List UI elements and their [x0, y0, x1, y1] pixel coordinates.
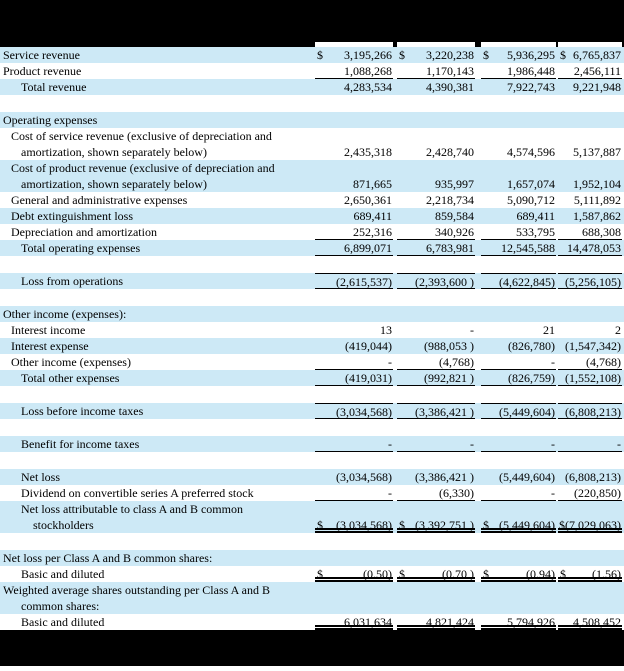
value-text: -: [551, 437, 555, 451]
row-label: Total revenue: [21, 80, 87, 94]
value-text: 689,411: [516, 209, 555, 223]
value-text: 4,821,424: [426, 615, 474, 629]
value-text: 2,218,734: [426, 193, 474, 207]
value-text: 871,665: [353, 177, 392, 191]
value-text: (7,029,063): [565, 518, 621, 532]
value-cell: [315, 598, 393, 614]
value-cell: [397, 614, 475, 630]
value-text: -: [551, 355, 555, 369]
value-cell: [558, 322, 622, 338]
value-cell: [558, 354, 622, 370]
value-cell: [315, 403, 393, 419]
value-text: (0.50): [363, 567, 392, 581]
statement-rows: [0, 47, 624, 630]
value-text: 1,952,104: [573, 177, 621, 191]
value-text: (5,449,604): [499, 518, 555, 532]
value-cell: [315, 517, 393, 533]
value-text: 689,411: [353, 209, 392, 223]
value-cell: [481, 550, 556, 566]
value-cell: [397, 240, 475, 256]
value-cell: [315, 224, 393, 240]
row-other-income-expenses-header: [0, 306, 624, 322]
value-cell: [397, 501, 475, 517]
value-cell: [397, 128, 475, 144]
value-text: (6,808,213): [565, 405, 621, 419]
column-notch: [558, 42, 622, 47]
value-cell: [397, 338, 475, 354]
currency-symbol: $: [399, 518, 405, 532]
row-label: Loss from operations: [21, 274, 123, 288]
value-cell: [315, 160, 393, 176]
value-text: 21: [543, 323, 555, 337]
row-benefit-for-income-taxes: [0, 436, 624, 452]
currency-symbol: $: [317, 518, 323, 532]
value-cell: [315, 63, 393, 79]
value-cell: [397, 192, 475, 208]
value-cell: [397, 273, 475, 289]
value-cell: [397, 306, 475, 322]
value-text: 1,587,862: [573, 209, 621, 223]
row-label: Basic and diluted: [21, 567, 105, 581]
value-text: 6,765,837: [573, 48, 621, 62]
value-text: (992,821 ): [424, 371, 474, 385]
value-cell: [315, 79, 393, 95]
row-other-income-expenses-item: [0, 354, 624, 370]
row-net-loss-attributable-line1: [0, 501, 624, 517]
value-cell: [315, 322, 393, 338]
value-cell: [315, 338, 393, 354]
row-label: Cost of product revenue (exclusive of depreciation and: [11, 161, 275, 175]
value-cell: [315, 240, 393, 256]
row-weighted-average-shares-line2: [0, 598, 624, 614]
value-text: (3,392,751 ): [415, 518, 474, 532]
value-text: (1,547,342): [565, 339, 621, 353]
value-cell: [481, 176, 556, 192]
value-cell: [481, 306, 556, 322]
value-cell: [481, 614, 556, 630]
value-cell: [558, 517, 622, 533]
value-cell: [397, 354, 475, 370]
row-label: Product revenue: [3, 64, 82, 78]
value-cell: [315, 128, 393, 144]
spacer-row: [0, 289, 624, 306]
value-cell: [315, 550, 393, 566]
value-cell: [481, 582, 556, 598]
row-total-other-expenses: [0, 370, 624, 386]
value-cell: [558, 550, 622, 566]
value-cell: [397, 566, 475, 582]
row-cost-of-service-revenue-line2: [0, 144, 624, 160]
value-text: -: [470, 437, 474, 451]
value-cell: [397, 176, 475, 192]
row-cost-of-product-revenue-line2: [0, 176, 624, 192]
value-text: 688,308: [582, 225, 621, 239]
value-text: 1,088,268: [344, 64, 392, 78]
value-text: 2: [615, 323, 621, 337]
row-interest-expense: [0, 338, 624, 354]
row-debt-extinguishment-loss: [0, 208, 624, 224]
row-label: Interest expense: [11, 339, 89, 353]
value-cell: [397, 485, 475, 501]
value-cell: [558, 224, 622, 240]
top-mask-band: [0, 0, 624, 47]
value-cell: [397, 79, 475, 95]
value-text: (1,552,108): [565, 371, 621, 385]
value-cell: [558, 501, 622, 517]
value-text: 4,574,596: [507, 145, 555, 159]
value-cell: [315, 566, 393, 582]
value-text: 6,783,981: [426, 241, 474, 255]
column-notch: [397, 42, 475, 47]
row-loss-before-income-taxes: [0, 403, 624, 419]
value-cell: [315, 112, 393, 128]
value-cell: [558, 485, 622, 501]
row-label: Cost of service revenue (exclusive of depreciation and: [11, 129, 272, 143]
value-cell: [481, 208, 556, 224]
value-text: (988,053 ): [424, 339, 474, 353]
value-cell: [481, 128, 556, 144]
value-cell: [397, 403, 475, 419]
row-label: common shares:: [21, 599, 100, 613]
currency-symbol: $: [399, 567, 405, 581]
value-cell: [397, 208, 475, 224]
value-text: 2,428,740: [426, 145, 474, 159]
value-text: 14,478,053: [567, 241, 621, 255]
value-cell: [558, 582, 622, 598]
value-cell: [315, 582, 393, 598]
value-cell: [315, 354, 393, 370]
value-cell: [397, 47, 475, 63]
spacer-row: [0, 452, 624, 469]
value-cell: [315, 614, 393, 630]
row-dividend-on-convertible-series-a-preferred-stock: [0, 485, 624, 501]
value-text: (0.70 ): [442, 567, 474, 581]
value-cell: [481, 224, 556, 240]
value-text: 4,283,534: [344, 80, 392, 94]
value-text: (826,780): [508, 339, 555, 353]
value-text: -: [551, 486, 555, 500]
value-cell: [481, 517, 556, 533]
value-text: 5,137,887: [573, 145, 621, 159]
row-cost-of-service-revenue-line1: [0, 128, 624, 144]
value-cell: [397, 598, 475, 614]
value-cell: [397, 582, 475, 598]
value-cell: [397, 550, 475, 566]
currency-symbol: $: [317, 48, 323, 62]
value-text: (5,449,604): [499, 470, 555, 484]
row-net-loss: [0, 469, 624, 485]
value-cell: [558, 144, 622, 160]
value-cell: [558, 176, 622, 192]
value-text: 2,435,318: [344, 145, 392, 159]
value-text: 13: [380, 323, 392, 337]
value-cell: [315, 501, 393, 517]
value-cell: [315, 485, 393, 501]
value-text: (419,031): [345, 371, 392, 385]
value-text: (4,768): [586, 355, 621, 369]
row-net-loss-attributable-line2: [0, 517, 624, 533]
value-cell: [397, 469, 475, 485]
spacer-row: [0, 95, 624, 112]
value-cell: [558, 469, 622, 485]
bottom-mask-band: [0, 630, 624, 666]
value-text: (4,622,845): [499, 275, 555, 289]
currency-symbol: $: [560, 567, 566, 581]
value-text: 340,926: [435, 225, 474, 239]
row-product-revenue: [0, 63, 624, 79]
value-cell: [481, 469, 556, 485]
row-label: Loss before income taxes: [21, 404, 144, 418]
value-text: -: [388, 486, 392, 500]
row-label: Net loss attributable to class A and B common: [21, 502, 243, 516]
row-total-revenue: [0, 79, 624, 95]
value-text: 5,936,295: [507, 48, 555, 62]
value-cell: [315, 273, 393, 289]
value-text: (2,615,537): [336, 275, 392, 289]
value-cell: [397, 370, 475, 386]
value-text: 6,899,071: [344, 241, 392, 255]
value-text: 6,031,634: [344, 615, 392, 629]
value-text: (3,386,421 ): [415, 470, 474, 484]
row-label: Other income (expenses):: [3, 307, 127, 321]
row-operating-expenses-header: [0, 112, 624, 128]
value-text: 1,657,074: [507, 177, 555, 191]
value-cell: [315, 192, 393, 208]
currency-symbol: $: [399, 48, 405, 62]
value-cell: [558, 192, 622, 208]
spacer-row: [0, 533, 624, 550]
row-label: Benefit for income taxes: [21, 437, 140, 451]
value-cell: [558, 566, 622, 582]
value-text: 935,997: [435, 177, 474, 191]
value-cell: [315, 306, 393, 322]
row-label: Dividend on convertible series A preferred stock: [21, 486, 254, 500]
value-cell: [481, 47, 556, 63]
spacer-row: [0, 256, 624, 273]
row-label: Other income (expenses): [11, 355, 131, 369]
value-cell: [315, 47, 393, 63]
value-text: (6,808,213): [565, 470, 621, 484]
value-text: -: [617, 437, 621, 451]
value-text: (4,768): [439, 355, 474, 369]
value-cell: [481, 79, 556, 95]
value-text: 2,650,361: [344, 193, 392, 207]
currency-symbol: $: [317, 567, 323, 581]
value-text: (3,034,568): [336, 518, 392, 532]
value-text: (826,759): [508, 371, 555, 385]
value-text: 12,545,588: [501, 241, 555, 255]
value-cell: [481, 485, 556, 501]
value-cell: [481, 501, 556, 517]
value-cell: [558, 598, 622, 614]
row-label: Depreciation and amortization: [11, 225, 157, 239]
value-text: (3,386,421 ): [415, 405, 474, 419]
row-net-loss-per-share-header: [0, 550, 624, 566]
currency-symbol: $: [483, 518, 489, 532]
row-label: amortization, shown separately below): [21, 177, 207, 191]
value-text: 4,508,452: [573, 615, 621, 629]
value-cell: [481, 436, 556, 452]
value-cell: [315, 176, 393, 192]
column-notch: [481, 42, 556, 47]
value-text: (5,256,105): [565, 275, 621, 289]
value-cell: [558, 306, 622, 322]
row-label: Net loss per Class A and B common shares:: [3, 551, 213, 565]
value-cell: [397, 224, 475, 240]
value-cell: [481, 338, 556, 354]
value-text: 7,922,743: [507, 80, 555, 94]
row-cost-of-product-revenue-line1: [0, 160, 624, 176]
value-cell: [558, 370, 622, 386]
value-text: (1.56): [592, 567, 621, 581]
value-text: -: [388, 437, 392, 451]
value-text: (2,393,600 ): [415, 275, 474, 289]
value-text: 1,986,448: [507, 64, 555, 78]
value-cell: [315, 144, 393, 160]
value-cell: [558, 112, 622, 128]
row-loss-from-operations: [0, 273, 624, 289]
value-cell: [397, 160, 475, 176]
value-cell: [481, 273, 556, 289]
row-label: Operating expenses: [3, 113, 98, 127]
row-weighted-average-basic-and-diluted: [0, 614, 624, 630]
value-text: (6,330): [439, 486, 474, 500]
value-cell: [481, 566, 556, 582]
row-label: Basic and diluted: [21, 615, 105, 629]
value-cell: [397, 63, 475, 79]
spacer-row: [0, 419, 624, 436]
value-cell: [397, 436, 475, 452]
row-label: Service revenue: [3, 48, 80, 62]
value-cell: [481, 598, 556, 614]
value-cell: [481, 354, 556, 370]
value-cell: [481, 240, 556, 256]
spacer-row: [0, 386, 624, 403]
row-label: Interest income: [11, 323, 86, 337]
value-cell: [558, 79, 622, 95]
value-cell: [558, 403, 622, 419]
row-label: amortization, shown separately below): [21, 145, 207, 159]
value-cell: [481, 322, 556, 338]
value-cell: [481, 63, 556, 79]
row-label: Net loss: [21, 470, 60, 484]
value-text: 533,795: [516, 225, 555, 239]
value-cell: [481, 160, 556, 176]
value-text: 4,390,381: [426, 80, 474, 94]
row-label: Weighted average shares outstanding per Class A and B: [3, 583, 270, 597]
value-text: (3,034,568): [336, 405, 392, 419]
value-cell: [558, 63, 622, 79]
value-cell: [315, 370, 393, 386]
row-general-and-administrative-expenses: [0, 192, 624, 208]
value-cell: [315, 208, 393, 224]
value-text: (220,850): [574, 486, 621, 500]
row-service-revenue: [0, 47, 624, 63]
value-text: -: [388, 355, 392, 369]
value-cell: [558, 208, 622, 224]
row-label: General and administrative expenses: [11, 193, 188, 207]
value-cell: [481, 112, 556, 128]
value-text: 5,111,892: [573, 193, 621, 207]
value-cell: [397, 322, 475, 338]
value-cell: [558, 273, 622, 289]
value-cell: [558, 614, 622, 630]
currency-symbol: $: [483, 567, 489, 581]
row-label: Total other expenses: [21, 371, 120, 385]
currency-symbol: $: [560, 48, 566, 62]
value-cell: [558, 338, 622, 354]
value-text: 3,220,238: [426, 48, 474, 62]
column-notch: [315, 42, 393, 47]
value-cell: [397, 144, 475, 160]
value-cell: [481, 370, 556, 386]
value-cell: [397, 112, 475, 128]
value-text: 5,794,926: [507, 615, 555, 629]
row-label: Debt extinguishment loss: [11, 209, 133, 223]
value-text: 3,195,266: [344, 48, 392, 62]
value-text: 9,221,948: [573, 80, 621, 94]
value-cell: [558, 128, 622, 144]
value-cell: [481, 192, 556, 208]
value-text: 859,584: [435, 209, 474, 223]
row-weighted-average-shares-line1: [0, 582, 624, 598]
value-text: (419,044): [345, 339, 392, 353]
value-text: 2,456,111: [573, 64, 621, 78]
value-text: 252,316: [353, 225, 392, 239]
currency-symbol: $: [483, 48, 489, 62]
value-cell: [481, 144, 556, 160]
value-text: 1,170,143: [426, 64, 474, 78]
row-net-loss-per-share-basic-and-diluted: [0, 566, 624, 582]
row-depreciation-and-amortization: [0, 224, 624, 240]
value-text: -: [470, 323, 474, 337]
value-text: 5,090,712: [507, 193, 555, 207]
value-text: (0.94): [526, 567, 555, 581]
row-label: Total operating expenses: [21, 241, 141, 255]
currency-symbol: $: [559, 518, 565, 532]
row-label: stockholders: [33, 518, 94, 532]
value-cell: [558, 436, 622, 452]
value-cell: [481, 403, 556, 419]
value-cell: [315, 469, 393, 485]
value-cell: [558, 47, 622, 63]
row-total-operating-expenses: [0, 240, 624, 256]
value-cell: [558, 160, 622, 176]
value-cell: [397, 517, 475, 533]
value-text: (3,034,568): [336, 470, 392, 484]
value-text: (5,449,604): [499, 405, 555, 419]
value-cell: [558, 240, 622, 256]
value-cell: [315, 436, 393, 452]
row-interest-income: [0, 322, 624, 338]
